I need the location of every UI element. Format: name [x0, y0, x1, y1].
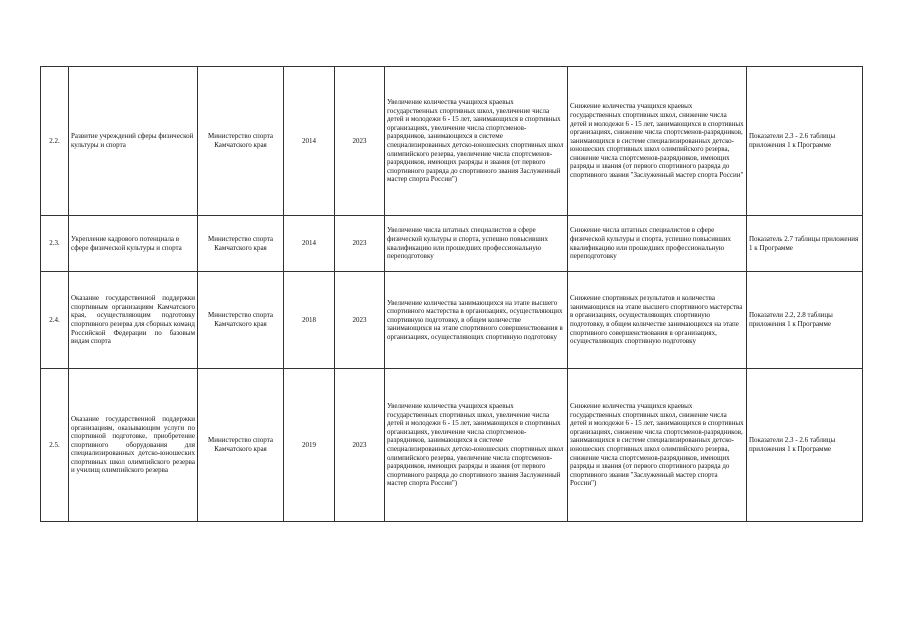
- row-number: 2.5.: [41, 369, 69, 522]
- table-row: [41, 272, 863, 369]
- measure-name: Оказание государственной поддержки организациям, оказывающим услуги по спортивной подготовке, приобретение спортивного оборудования для специализированных детско-юношеских спортивных школ олимпийского резерва и училищ олимпийского резерва: [69, 369, 198, 522]
- executor: Министерство спорта Камчатского края: [198, 216, 284, 272]
- measure-name: Развитие учреждений сферы физической культуры и спорта: [69, 67, 198, 216]
- expected-result: Увеличение количества учащихся краевых государственных спортивных школ, увеличение числа детей и молодежи 6 - 15 лет, занимающихся в спортивных организациях, увеличение числа спортсменов-разрядников, занимающихся в системе специализированных детско-юношеских спортивных школ олимпийского резерва, увеличение числа спортсменов-разрядников, имеющих разряды и звания (от первого спортивного разряда до спортивного звания Заслуженный мастер спорта России"): [385, 369, 568, 522]
- measure-name: Оказание государственной поддержки спортивным организациям Камчатского края, осуществляющим подготовку спортивного резерва для сборных команд Российской Федерации по базовым видам спорта: [69, 272, 198, 369]
- expected-result: Увеличение числа штатных специалистов в сфере физической культуры и спорта, успешно повысивших квалификацию или прошедших профессиональную переподготовку: [385, 216, 568, 272]
- non-implementation-consequence: Снижение спортивных результатов и количества занимающихся на этапе высшего спортивного мастерства в организациях, осуществляющих спортивную подготовку, в общем количестве занимающихся на этапе спортивного совершенствования в организациях, осуществляющих спортивную подготовку: [568, 272, 747, 369]
- table-row: [41, 369, 863, 522]
- executor: Министерство спорта Камчатского края: [198, 272, 284, 369]
- end-year: 2023: [335, 272, 385, 369]
- related-indicators: Показатели 2.3 - 2.6 таблицы приложения 1 к Программе: [747, 67, 863, 216]
- table-row: [41, 67, 863, 216]
- start-year: 2019: [284, 369, 335, 522]
- measures-table: [40, 66, 863, 522]
- end-year: 2023: [335, 216, 385, 272]
- row-number: 2.4.: [41, 272, 69, 369]
- start-year: 2018: [284, 272, 335, 369]
- executor: Министерство спорта Камчатского края: [198, 67, 284, 216]
- start-year: 2014: [284, 216, 335, 272]
- related-indicators: Показатель 2.7 таблицы приложения 1 к Программе: [747, 216, 863, 272]
- non-implementation-consequence: Снижение числа штатных специалистов в сфере физической культуры и спорта, успешно повысивших квалификацию или прошедших профессиональную переподготовку: [568, 216, 747, 272]
- non-implementation-consequence: Снижение количества учащихся краевых государственных спортивных школ, снижение числа детей и молодежи 6 - 15 лет, занимающихся в спортивных организациях, снижение числа спортсменов-разрядников, занимающихся в системе специализированных детско-юношеских спортивных школ олимпийского резерва, снижение числа спортсменов-разрядников, имеющих разряды и звания (от первого спортивного разряда до спортивного звания "Заслуженный мастер спорта России": [568, 67, 747, 216]
- row-number: 2.2.: [41, 67, 69, 216]
- end-year: 2023: [335, 67, 385, 216]
- table-row: [41, 216, 863, 272]
- row-number: 2.3.: [41, 216, 69, 272]
- executor: Министерство спорта Камчатского края: [198, 369, 284, 522]
- non-implementation-consequence: Снижение количества учащихся краевых государственных спортивных школ, снижение числа детей и молодежи 6 - 15 лет, занимающихся в спортивных организациях, снижение числа спортсменов-разрядников, занимающихся в системе специализированных детско-юношеских спортивных школ олимпийского резерва, снижение числа спортсменов-разрядников, имеющих разряды и звания (от первого спортивного разряда до спортивного звания "Заслуженный мастер спорта России"): [568, 369, 747, 522]
- related-indicators: Показатели 2.3 - 2.6 таблицы приложения 1 к Программе: [747, 369, 863, 522]
- expected-result: Увеличение количества учащихся краевых государственных спортивных школ, увеличение числа детей и молодежи 6 - 15 лет, занимающихся в спортивных организациях, увеличение числа спортсменов-разрядников, занимающихся в системе специализированных детско-юношеских спортивных школ олимпийского резерва, увеличение числа спортсменов-разрядников, имеющих разряды и звания (от первого спортивного разряда до спортивного звания Заслуженный мастер спорта России"): [385, 67, 568, 216]
- related-indicators: Показатели 2.2, 2.8 таблицы приложения 1 к Программе: [747, 272, 863, 369]
- start-year: 2014: [284, 67, 335, 216]
- measure-name: Укрепление кадрового потенциала в сфере физической культуры и спорта: [69, 216, 198, 272]
- end-year: 2023: [335, 369, 385, 522]
- expected-result: Увеличение количества занимающихся на этапе высшего спортивного мастерства в организациях, осуществляющих спортивную подготовку, в общем количестве занимающихся на этапе спортивного совершенствования в организациях, осуществляющих спортивную подготовку: [385, 272, 568, 369]
